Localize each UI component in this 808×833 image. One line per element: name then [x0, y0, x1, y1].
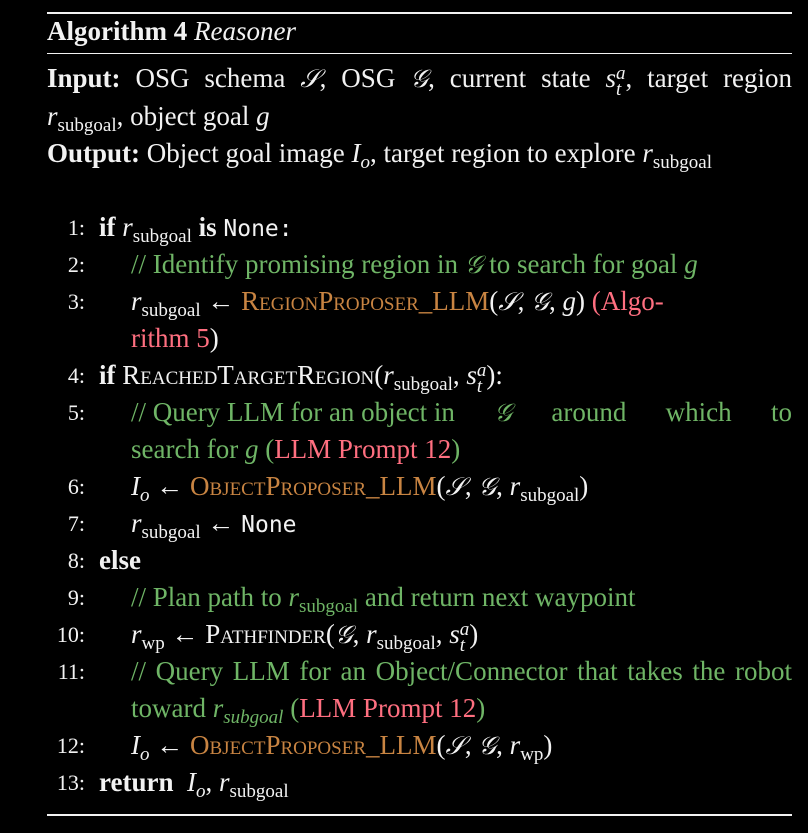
object-proposer-fn-2: ObjectProposer_LLM [190, 730, 437, 760]
top-rule [47, 12, 792, 14]
algorithm-title [47, 16, 296, 47]
pathfinder-fn: Pathfinder [205, 619, 326, 649]
llm-prompt-12-ref[interactable]: LLM Prompt 12 [274, 434, 452, 464]
region-proposer-fn: RegionProposer_LLM [241, 286, 490, 316]
object-proposer-fn: ObjectProposer_LLM [190, 471, 437, 501]
llm-prompt-12-ref-2[interactable]: LLM Prompt 12 [299, 693, 477, 723]
algorithm-label: Algorithm 4 [47, 16, 188, 46]
output-label: Output: [47, 138, 141, 168]
algorithm-5-ref[interactable]: (Algo- [591, 286, 664, 316]
reached-target-region-fn: ReachedTargetRegion [122, 360, 375, 390]
input-label: Input: [47, 63, 121, 93]
title-rule [47, 53, 792, 54]
input-block: Input: OSG schema 𝒮, OSG 𝒢, current state s a t , target region $r_{subgoal}$, object goal g [47, 63, 793, 136]
bottom-rule [47, 814, 792, 816]
output-block: Output: Object goal image $I_o$, target region to explore $r_{subgoal}$ [47, 138, 713, 173]
algorithm-name: Reasoner [193, 16, 296, 46]
